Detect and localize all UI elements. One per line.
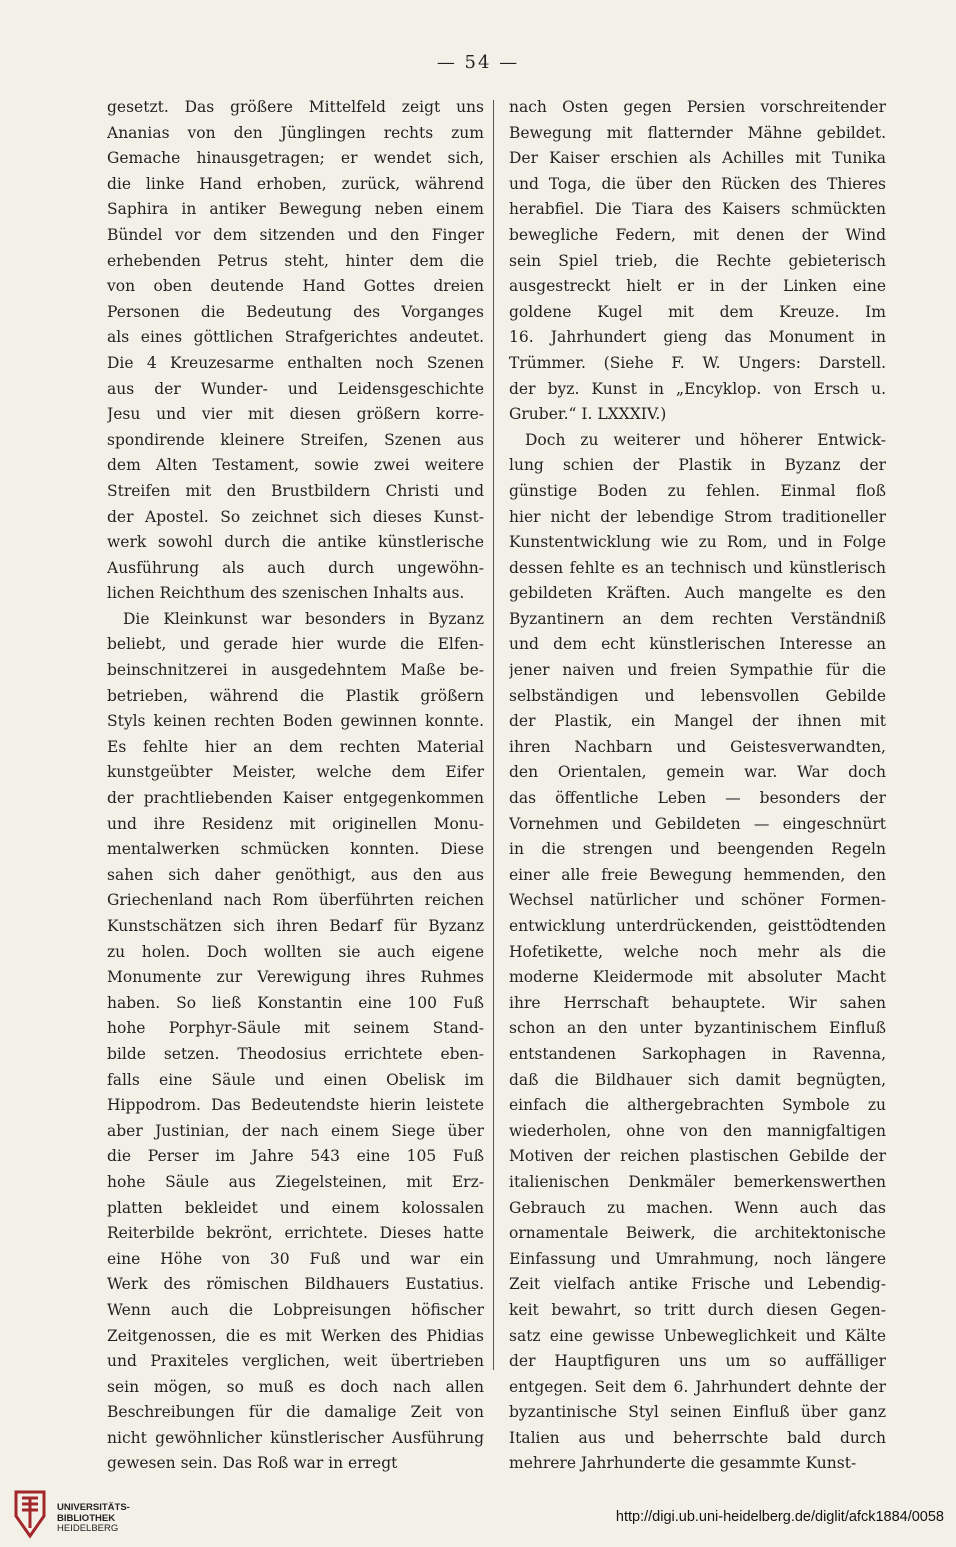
text-line: Werk des römischen Bildhauers Eustatius. xyxy=(107,1275,484,1294)
text-line: gesetzt. Das größere Mittelfeld zeigt uns xyxy=(107,98,484,116)
text-line: Die 4 Kreuzesarme enthalten noch Szenen xyxy=(107,353,484,372)
text-line: sein Spiel trieb, die Rechte gebieterisch xyxy=(509,251,886,270)
text-line: keit bewahrt, so tritt durch diesen Gegen- xyxy=(509,1300,886,1319)
text-line: ausgestreckt hielt er in der Linken eine xyxy=(509,277,886,296)
text-line: Vornehmen und Gebildeten — eingeschnürt xyxy=(509,814,886,833)
text-line: kunstgeübter Meister, welche dem Eifer xyxy=(107,763,484,782)
text-line: zu holen. Doch wollten sie auch eigene xyxy=(107,942,484,961)
text-line: erhebenden Petrus steht, hinter dem die xyxy=(107,251,484,270)
library-name xyxy=(57,1503,130,1535)
page-number: — 54 — xyxy=(436,52,520,73)
text-line: Hofetikette, welche noch mehr als die xyxy=(509,942,886,961)
text-line: Trümmer. (Siehe F. W. Ungers: Darstell. xyxy=(509,353,886,372)
text-line: die linke Hand erhoben, zurück, während xyxy=(107,174,484,193)
text-line: entgegen. Seit dem 6. Jahrhundert dehnte der xyxy=(509,1377,886,1396)
left-column xyxy=(107,95,484,1477)
text-line: Byzantinern an dem rechten Verständniß xyxy=(509,609,886,628)
library-logo-icon xyxy=(10,1488,50,1540)
text-line: spondirende kleinere Streifen, Szenen aus xyxy=(107,430,484,449)
text-line: Styls keinen rechten Boden gewinnen konnte. xyxy=(107,712,484,731)
text-line: Kunstentwicklung wie zu Rom, und in Folge xyxy=(509,533,886,552)
text-line: Gebrauch zu machen. Wenn auch das xyxy=(509,1198,886,1217)
text-line: Personen die Bedeutung des Vorganges xyxy=(107,302,484,321)
text-line: der byz. Kunst in „Encyklop. von Ersch u. xyxy=(509,379,886,398)
text-line: Wechsel natürlicher und schöner Formen- xyxy=(509,891,886,910)
text-line: entwicklung unterdrückenden, geisttödtenden xyxy=(509,917,886,935)
text-line: bewegliche Federn, mit denen der Wind xyxy=(509,225,886,244)
text-line: byzantinische Styl seinen Einfluß über ganz xyxy=(509,1403,886,1422)
text-line: entstandenen Sarkophagen in Ravenna, xyxy=(509,1044,886,1063)
text-line: Zeitgenossen, die es mit Werken des Phidias xyxy=(107,1326,484,1345)
right-column xyxy=(509,95,886,1477)
text-line: Der Kaiser erschien als Achilles mit Tunika xyxy=(509,149,886,168)
text-line: nach Osten gegen Persien vorschreitender xyxy=(509,98,886,116)
text-line: Bewegung mit flatternder Mähne gebildet. xyxy=(509,123,886,142)
text-line: in die strengen und beengenden Regeln xyxy=(509,840,886,859)
text-line: platten bekleidet und einem kolossalen xyxy=(107,1198,484,1217)
text-line: mentalwerken schmücken konnten. Diese xyxy=(107,840,484,859)
text-line: ihren Nachbarn und Geistesverwandten, xyxy=(509,737,886,756)
text-line: und Praxiteles verglichen, weit übertrieben xyxy=(107,1352,484,1371)
text-line: dessen fehlte es an technisch und künstlerisch xyxy=(509,558,886,577)
text-line: beliebt, und gerade hier wurde die Elfen- xyxy=(107,635,484,654)
text-line: günstige Boden zu fehlen. Einmal floß xyxy=(509,481,886,500)
text-line: herabfiel. Die Tiara des Kaisers schmückten xyxy=(509,200,886,219)
text-line: Motiven der reichen plastischen Gebilde der xyxy=(509,1147,886,1166)
text-line: Monumente zur Verewigung ihres Ruhmes xyxy=(107,968,484,987)
text-line: Ausführung als auch durch ungewöhn- xyxy=(107,558,484,577)
text-line: einfach die althergebrachten Symbole zu xyxy=(509,1096,886,1115)
text-line: und Toga, die über den Rücken des Thieres xyxy=(509,174,886,193)
text-line: einer alle freie Bewegung hemmenden, den xyxy=(509,865,886,884)
text-line: Reiterbilde bekrönt, errichtete. Dieses hatte xyxy=(107,1224,484,1243)
text-line: Italien aus und beherrschte bald durch xyxy=(509,1428,886,1447)
text-line: Beschreibungen für die damalige Zeit von xyxy=(107,1403,484,1422)
text-line: hier nicht der lebendige Strom traditioneller xyxy=(509,507,886,526)
text-line: italienischen Denkmäler bemerkenswerthen xyxy=(509,1172,886,1191)
text-line: gebildeten Kräften. Auch mangelte es den xyxy=(509,584,886,603)
text-line: Saphira in antiker Bewegung neben einem xyxy=(107,200,484,219)
text-line: der Hauptfiguren uns um so auffälliger xyxy=(509,1352,886,1371)
text-line: betrieben, während die Plastik größern xyxy=(107,686,484,705)
text-line: ihre Herrschaft behauptete. Wir sahen xyxy=(509,993,886,1012)
text-line: 16. Jahrhundert gieng das Monument in xyxy=(509,328,886,347)
text-line: Griechenland nach Rom überführten reichen xyxy=(107,891,484,910)
text-line: goldene Kugel mit dem Kreuze. Im xyxy=(509,302,886,321)
text-line: den Orientalen, gemein war. War doch xyxy=(509,763,886,782)
library-name-line1: UNIVERSITÄTS- xyxy=(57,1502,130,1513)
text-line: schon an den unter byzantinischem Einfluß xyxy=(509,1019,886,1038)
library-name-line2: BIBLIOTHEK xyxy=(57,1512,116,1524)
text-line: mehrere Jahrhunderte die gesammte Kunst- xyxy=(509,1454,857,1473)
text-line: Gemache hinausgetragen; er wendet sich, xyxy=(107,149,484,168)
text-line: Einfassung und Umrahmung, noch längere xyxy=(509,1249,886,1268)
text-line: der prachtliebenden Kaiser entgegenkommen xyxy=(107,789,484,808)
text-line: Streifen mit den Brustbildern Christi und xyxy=(107,481,484,500)
text-line: Jesu und vier mit diesen größern korre- xyxy=(107,405,484,424)
text-line: selbständigen und lebensvollen Gebilde xyxy=(509,686,886,705)
text-line: Ananias von den Jünglingen rechts zum xyxy=(107,123,484,142)
text-line: und dem echt künstlerischen Interesse an xyxy=(509,635,886,654)
text-line: lichen Reichthum des szenischen Inhalts aus. xyxy=(107,584,465,603)
text-line: werk sowohl durch die antike künstlerische xyxy=(107,533,484,552)
text-line: lung schien der Plastik in Byzanz der xyxy=(509,456,886,475)
text-line: sein mögen, so muß es doch nach allen xyxy=(107,1377,484,1396)
text-line: Wenn auch die Lobpreisungen höfischer xyxy=(107,1300,484,1319)
text-line: dem Alten Testament, sowie zwei weitere xyxy=(107,456,484,475)
text-line: das öffentliche Leben — besonders der xyxy=(509,789,886,808)
text-line: die Perser im Jahre 543 eine 105 Fuß xyxy=(107,1147,484,1166)
text-line: bilde setzen. Theodosius errichtete eben- xyxy=(107,1044,484,1063)
text-line: hohe Säule aus Ziegelsteinen, mit Erz- xyxy=(107,1172,484,1191)
text-line: der Plastik, ein Mangel der ihnen mit xyxy=(509,712,886,731)
text-line: moderne Kleidermode mit absoluter Macht xyxy=(509,968,886,987)
text-line: beinschnitzerei in ausgedehntem Maße be- xyxy=(107,661,484,680)
text-line: nicht gewöhnlicher künstlerischer Ausführung xyxy=(107,1428,484,1447)
text-line: aber Justinian, der nach einem Siege über xyxy=(107,1121,484,1140)
text-line: jener naiven und freien Sympathie für die xyxy=(509,661,886,680)
text-line: Hippodrom. Das Bedeutendste hierin leistete xyxy=(107,1096,484,1115)
text-line: Die Kleinkunst war besonders in Byzanz xyxy=(123,609,484,628)
text-line: Es fehlte hier an dem rechten Material xyxy=(107,737,484,756)
text-line: als eines göttlichen Strafgerichtes andeutet. xyxy=(107,328,484,347)
text-line: Kunstschätzen sich ihren Bedarf für Byzanz xyxy=(107,917,484,935)
text-line: Bündel vor dem sitzenden und den Finger xyxy=(107,225,484,244)
text-line: falls eine Säule und einen Obelisk im xyxy=(107,1070,484,1089)
text-line: daß die Bildhauer sich damit begnügten, xyxy=(509,1070,886,1089)
text-line: gewesen sein. Das Roß war in erregt xyxy=(107,1454,398,1473)
text-line: ornamentale Beiwerk, die architektonische xyxy=(509,1224,886,1243)
text-line: Doch zu weiterer und höherer Entwick- xyxy=(525,430,886,449)
footer xyxy=(0,1488,956,1547)
text-line: satz eine gewisse Unbeweglichkeit und Kälte xyxy=(509,1326,886,1345)
source-url-link[interactable]: http://digi.ub.uni-heidelberg.de/diglit/afck1884/0058 xyxy=(615,1509,944,1525)
text-line: wiederholen, ohne von den mannigfaltigen xyxy=(509,1121,886,1140)
text-line: sahen sich daher genöthigt, aus den aus xyxy=(107,865,484,884)
text-line: aus der Wunder- und Leidensgeschichte xyxy=(107,379,484,398)
library-name-line3: HEIDELBERG xyxy=(57,1523,119,1534)
text-line: eine Höhe von 30 Fuß und war ein xyxy=(107,1249,484,1268)
text-line: der Apostel. So zeichnet sich dieses Kunst- xyxy=(107,507,484,526)
text-line: und ihre Residenz mit originellen Monu- xyxy=(107,814,484,833)
text-line: hohe Porphyr-Säule mit seinem Stand- xyxy=(107,1019,484,1038)
text-line: Zeit vielfach antike Frische und Lebendig- xyxy=(509,1275,886,1294)
column-divider xyxy=(493,100,494,1370)
text-line: Gruber.“ I. LXXXIV.) xyxy=(509,405,667,424)
text-line: haben. So ließ Konstantin eine 100 Fuß xyxy=(107,993,484,1012)
text-line: von oben deutende Hand Gottes dreien xyxy=(107,277,484,296)
